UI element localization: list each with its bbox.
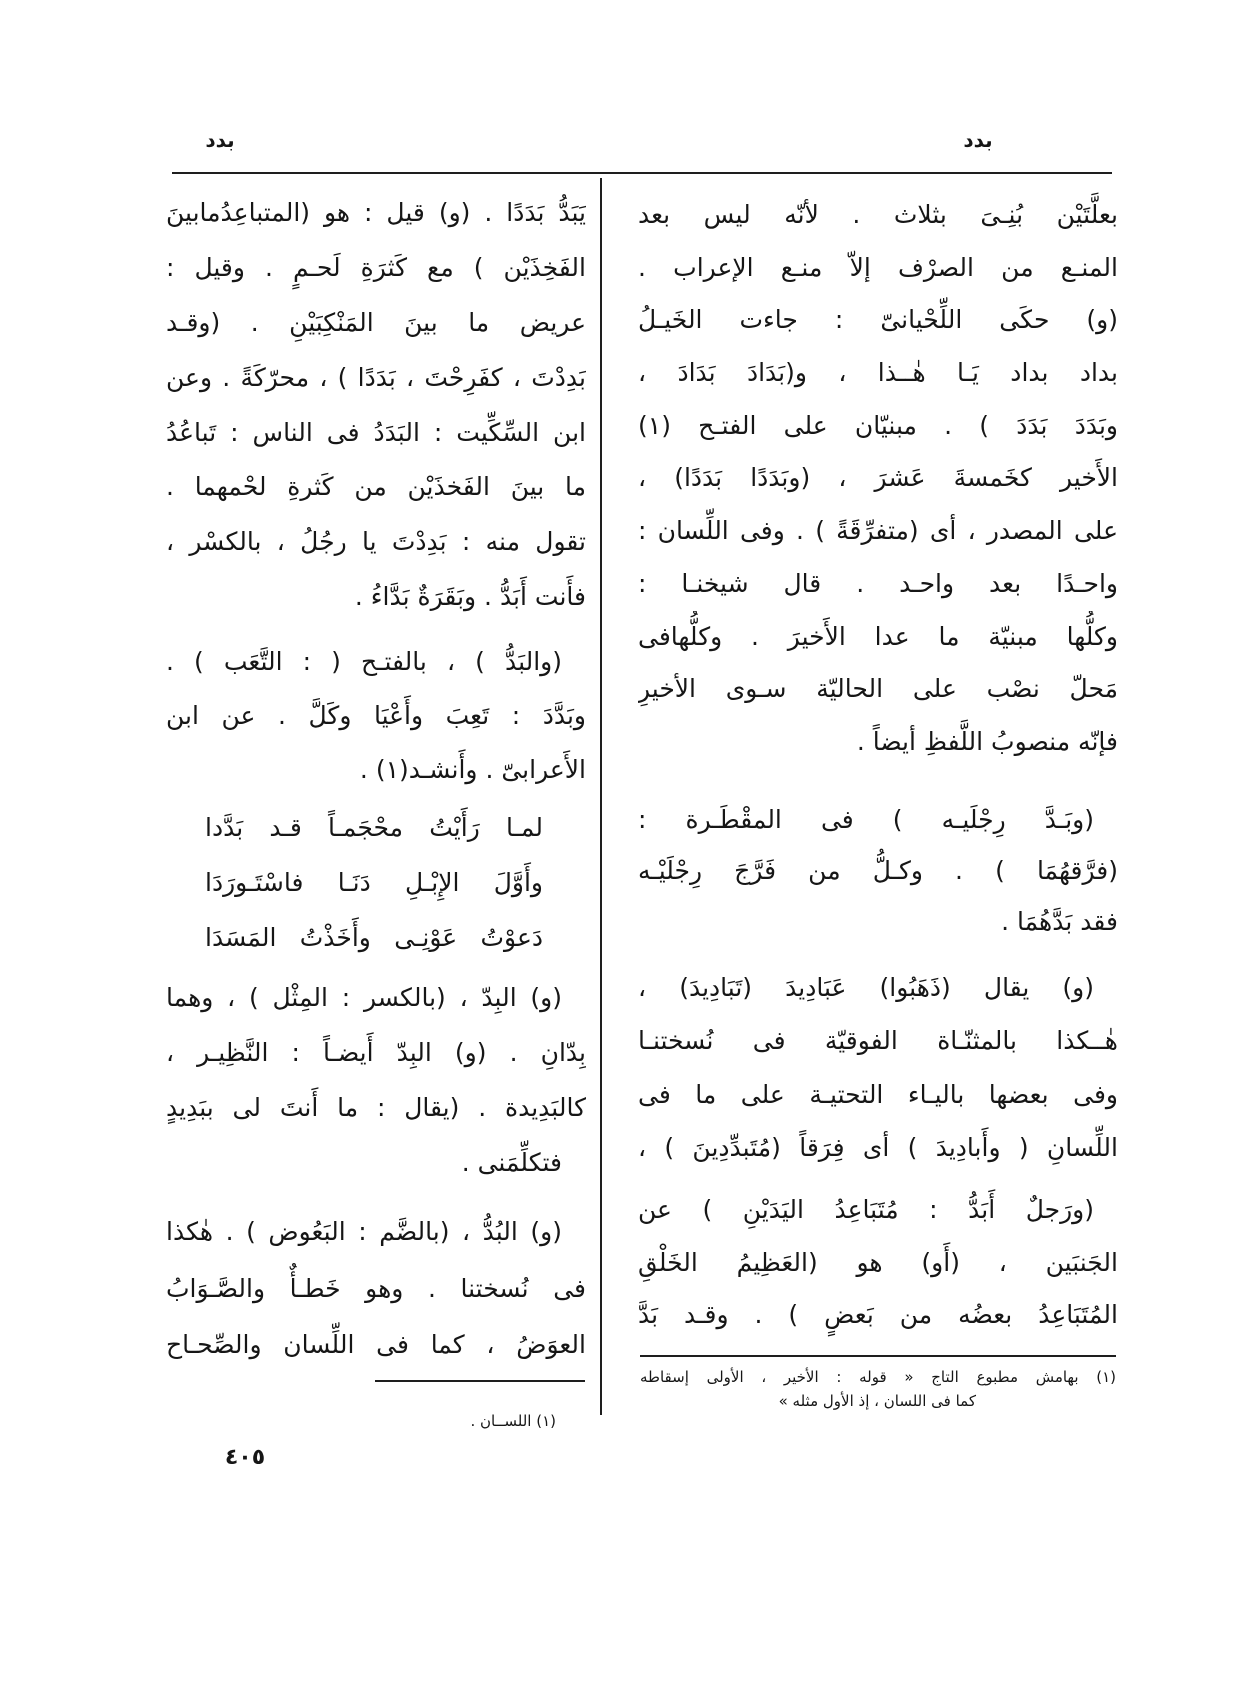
text-line: (ورَجلٌ أَبَدُّ : مُتَبَاعِدُ اليَدَيْنِ ) عن bbox=[638, 1195, 1094, 1224]
text-line: (و) البِدّ ، (بالكسر : المِثْل ) ، وهما bbox=[166, 983, 562, 1012]
text-line: واحـدًا بعد واحـد . قال شيخنـا : bbox=[638, 568, 1118, 598]
text-line: يَبَدُّ بَدَدًا . (و) قيل : هو (المتباعِدُمابينَ bbox=[166, 198, 586, 227]
text-line: فقد بَدَّهُمَا . bbox=[1001, 907, 1118, 936]
text-line: المنـع من الصرْف إلاّ منـع الإعراب . bbox=[638, 252, 1118, 282]
text-line: بِدّانِ . (و) البِدّ أَيضـاً : النَّظِيـر ، bbox=[166, 1038, 586, 1067]
running-head-right: بدد bbox=[963, 128, 993, 152]
right-footnote bbox=[640, 1365, 1116, 1413]
column-divider bbox=[600, 178, 602, 1415]
text-line: على المصدر ، أى (متفرِّقَةً ) . وفى اللِّسان : bbox=[638, 516, 1118, 546]
text-line: فتكلِّمَنى . bbox=[461, 1148, 562, 1177]
text-line: (و) البُدُّ ، (بالضَّم : البَعُوض ) . هٰكذا bbox=[166, 1217, 562, 1246]
footnote-line: (١) اللســان . bbox=[470, 1412, 556, 1430]
poem-verse: دَعوْتُ عَوْنِـى وأَخَذْتُ المَسَدَا bbox=[205, 923, 543, 952]
text-line: وفى بعضها باليـاء التحتيـة على ما فى bbox=[638, 1079, 1118, 1109]
text-line: وبَدَدَ بَدَدَ ) . مبنيّان على الفتـح (١) bbox=[638, 410, 1118, 440]
text-line: بَدِدْتَ ، كفَرِحْتَ ، بَدَدًا ) ، محرّكَةً . وعن bbox=[166, 362, 586, 392]
text-line: فى نُسختنا . وهو خَطـأٌ والصَّـوَابُ bbox=[166, 1273, 586, 1303]
text-line: كالبَدِيدة . (يقال : ما أَنتَ لى ببَدِيدٍ bbox=[166, 1093, 586, 1122]
footnote-line: كما فى اللسان ، إذ الأول مثله » bbox=[778, 1392, 976, 1410]
left-column-paragraph bbox=[166, 186, 586, 625]
text-line: عريض ما بينَ المَنْكِبَيْنِ . (وقـد bbox=[166, 307, 586, 337]
right-column-paragraph bbox=[638, 1184, 1118, 1342]
text-line: (و) يقال (ذَهَبُوا) عَبَادِيدَ (تَبَادِيدَ) ، bbox=[638, 973, 1094, 1002]
text-line: فأَنت أَبَدُّ . وبَقَرَةٌ بَدَّاءُ . bbox=[354, 582, 586, 612]
text-line: مَحلّ نصْب على الحاليّة سـوى الأخيرِ bbox=[638, 674, 1118, 704]
text-line: تقول منه : بَدِدْتَ يا رجُلُ ، بالكسْر ، bbox=[166, 527, 586, 557]
text-line: هٰــكذا بالمثنّـاة الفوقيّة فى نُسختنـا bbox=[638, 1026, 1118, 1056]
right-column-paragraph bbox=[638, 794, 1118, 947]
poem-verse: وأَوَّلَ الإِبْـلِ دَنَـا فاسْتَـورَدَا bbox=[205, 868, 543, 897]
running-head-left: بدد bbox=[205, 128, 235, 152]
poem bbox=[205, 800, 543, 965]
left-column-paragraph bbox=[166, 635, 586, 797]
poem-verse: لمـا رَأَيْتُ محْجَمـاً قـد بَدَّدا bbox=[205, 813, 543, 842]
right-column-paragraph bbox=[638, 961, 1118, 1174]
footnote-line: (١) بهامش مطبوع التاج « قوله : الأخير ، الأولى إسقاطه bbox=[640, 1368, 1116, 1386]
footnote-rule bbox=[375, 1380, 585, 1382]
text-line: الجَنبَين ، (أَو) هو (العَظِيمُ الخَلْقِ bbox=[638, 1247, 1118, 1277]
left-column-paragraph bbox=[166, 1204, 586, 1374]
text-line: المُتَبَاعِدُ بعضُه من بَعضٍ ) . وقـد بَدَّ bbox=[638, 1300, 1118, 1329]
text-line: (فرَّقهُمَا ) . وكـلُّ من فَرَّجَ رِجْلَيْـه bbox=[638, 856, 1118, 885]
text-line: بعلَّتَيْن بُنِـىَ بثلاث . لأنّه ليس بعد bbox=[638, 200, 1118, 229]
text-line: ابن السِّكِّيت : البَدَدُ فى الناس : تَباعُدُ bbox=[166, 417, 586, 447]
left-column-paragraph bbox=[166, 970, 586, 1190]
left-footnote bbox=[166, 1409, 586, 1433]
footnote-rule bbox=[640, 1355, 1116, 1357]
text-line: وبَدَّدَ : تَعِبَ وأَعْيَا وكَلَّ . عن ابن bbox=[166, 701, 586, 730]
header-rule bbox=[172, 172, 1112, 174]
text-line: (وبَـدَّ رِجْلَيـه ) فى المقْطَـرة : bbox=[638, 805, 1094, 834]
text-line: ما بينَ الفَخذَيْن من كَثرةِ لحْمهما . bbox=[166, 472, 586, 502]
text-line: (و) حكَى اللِّحْيانىّ : جاءت الخَيـلُ bbox=[638, 305, 1118, 335]
right-column-paragraph bbox=[638, 189, 1118, 769]
text-line: اللِّسانِ ( وأَبادِيدَ ) أى فِرَقاً (مُتَبدِّدِينَ ) ، bbox=[638, 1132, 1118, 1162]
text-line: (والبَدُّ ) ، بالفتـح ( : التَّعَب ) . bbox=[166, 647, 562, 676]
text-line: الفَخِذَيْن ) مع كَثرَةِ لَحـمٍ . وقيل : bbox=[166, 252, 586, 282]
text-line: فإنّه منصوبُ اللَّفظِ أيضاً . bbox=[856, 726, 1118, 756]
text-line: العوَضُ ، كما فى اللِّسان والصِّحـاح bbox=[166, 1330, 586, 1359]
page-number: ٤٠٥ bbox=[224, 1445, 266, 1470]
text-line: بداد بداد يَـا هٰــذا ، و(بَدَادَ بَدَادَ ، bbox=[638, 358, 1118, 388]
text-line: الأَعرابىّ . وأَنشـد(١) . bbox=[359, 755, 586, 784]
text-line: الأَخير كخَمسةَ عَشرَ ، (وبَدَدًا بَدَدًا) ، bbox=[638, 463, 1118, 493]
text-line: وكلُّها مبنيّة ما عدا الأَخيرَ . وكلُّهافى bbox=[638, 621, 1118, 651]
